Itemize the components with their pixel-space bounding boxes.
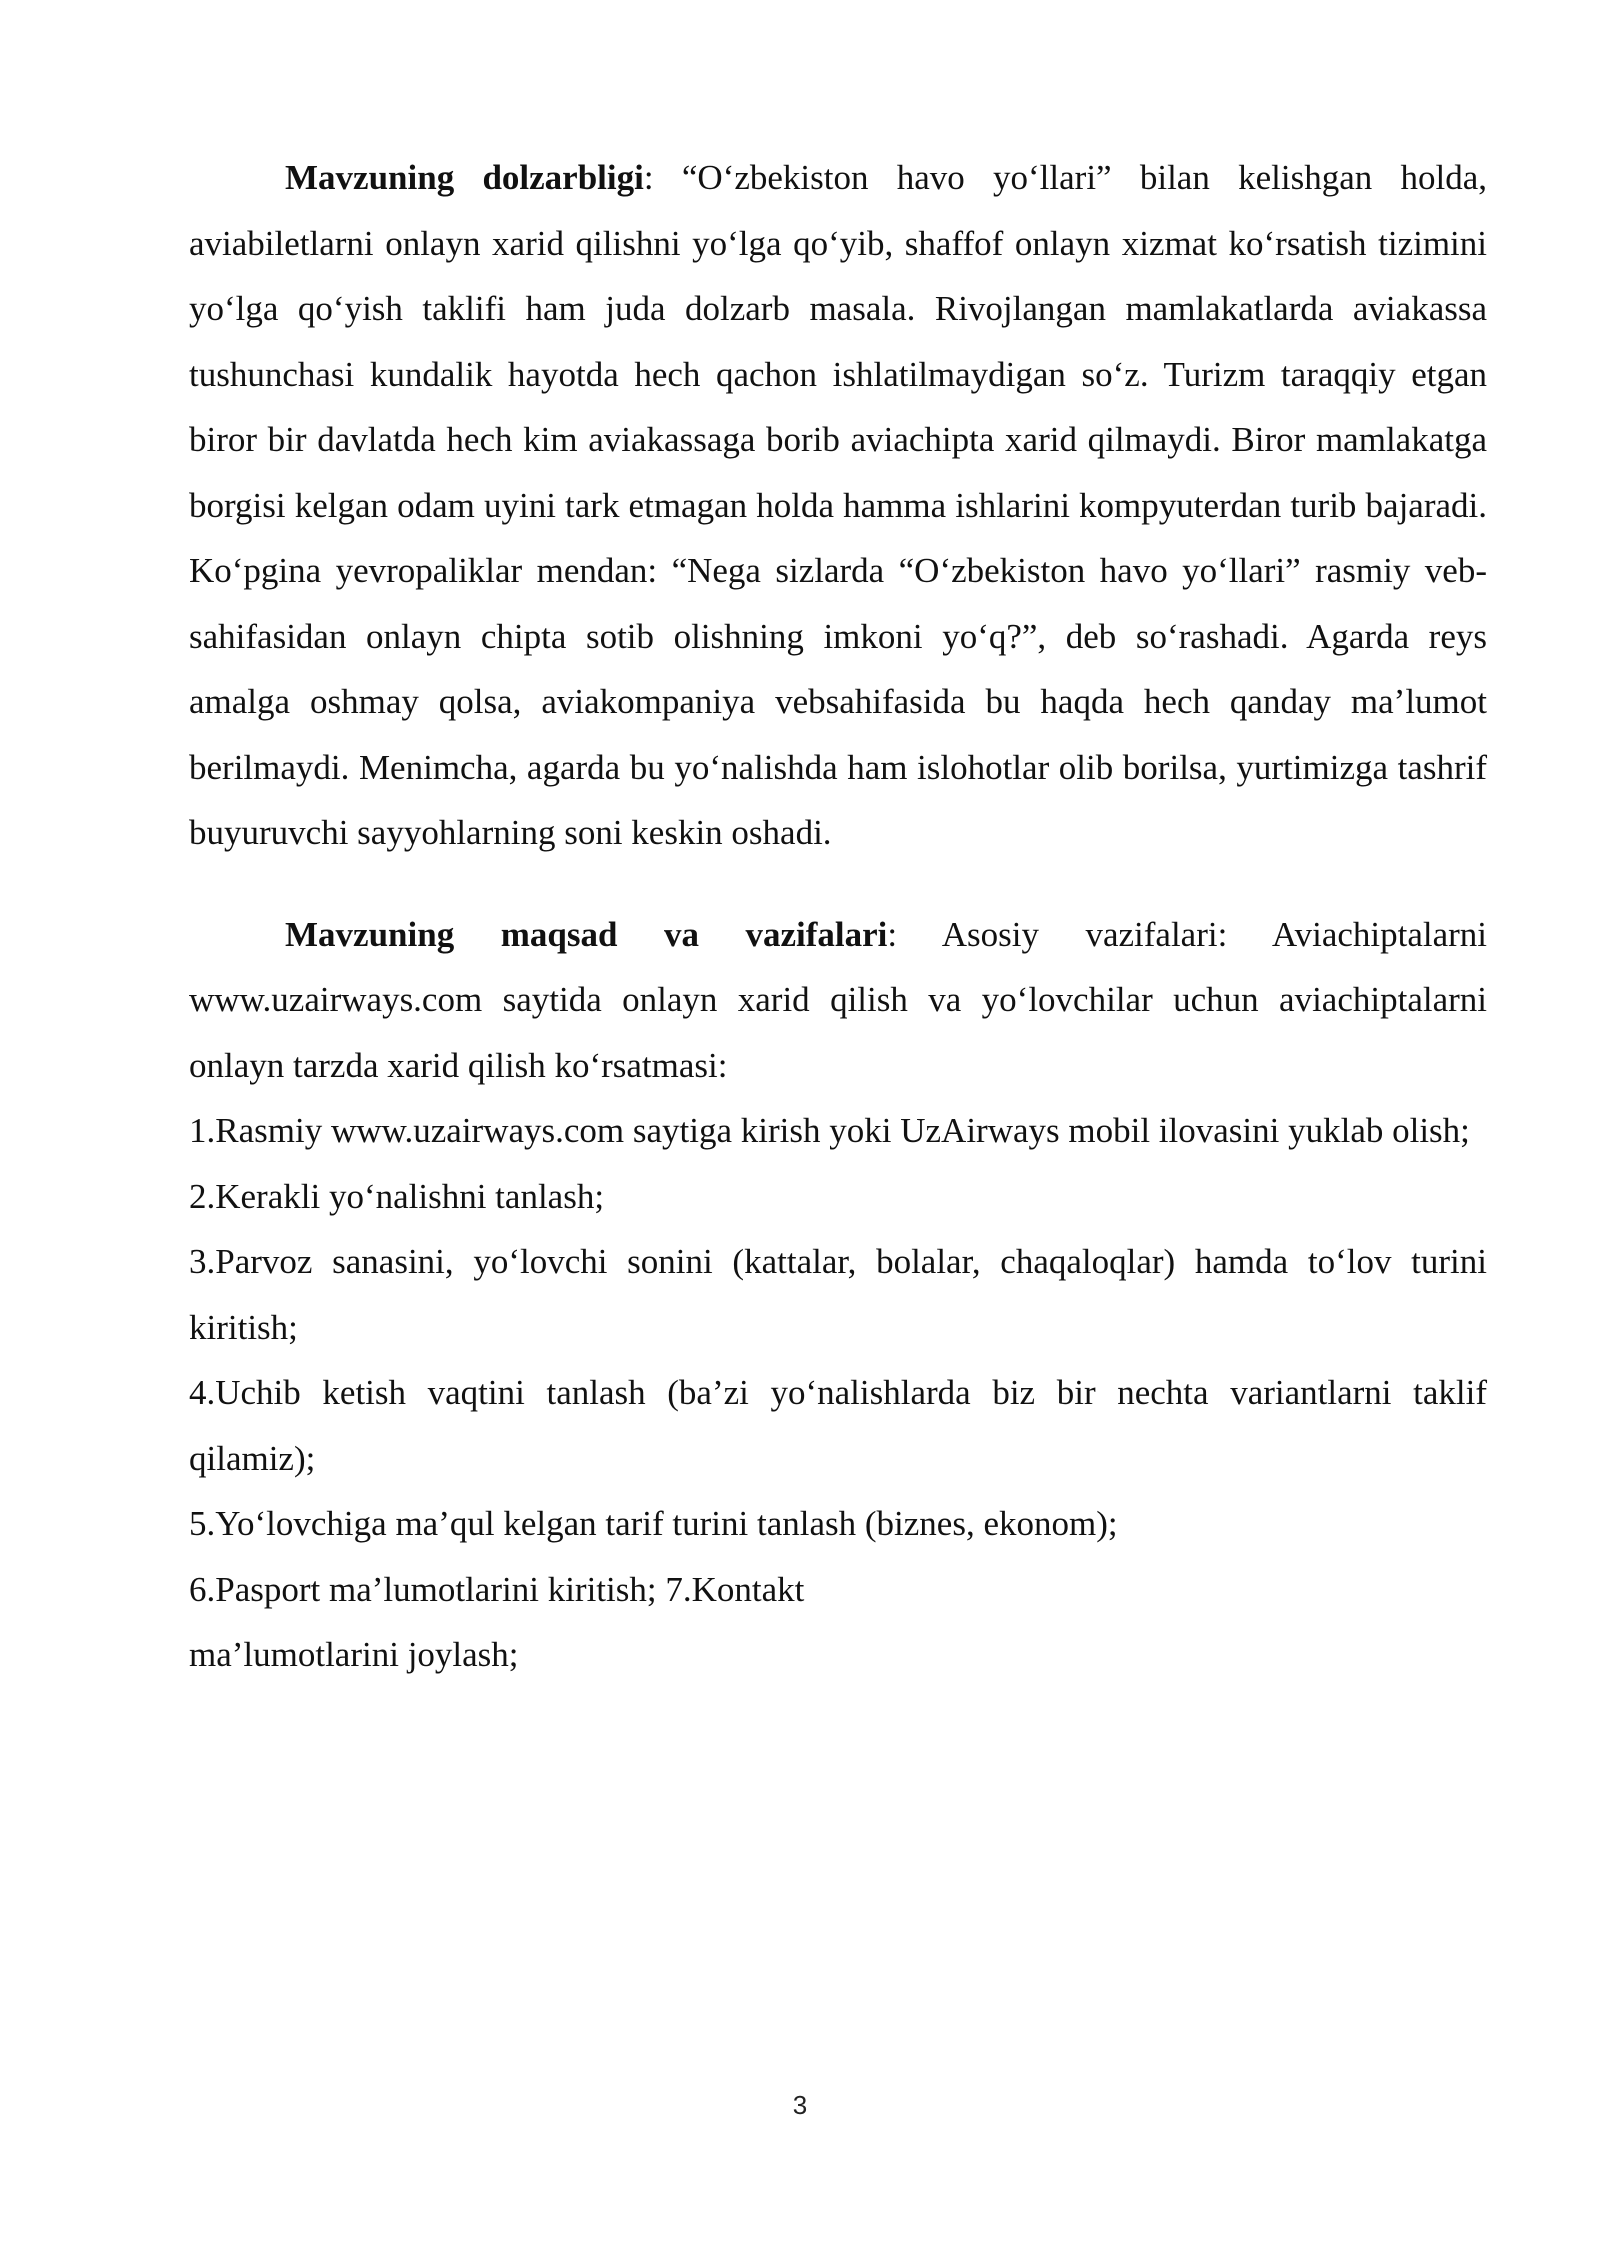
goals-text: Asosiy vazifalari: Aviachiptalarni www.uzairways.com saytida onlayn xarid qilish va yo‘lovchilar uchun aviachiptalarni onlayn tarzda xarid qilish ko‘rsatmasi: — [189, 914, 1488, 1085]
relevance-heading: Mavzuning dolzarbligi — [285, 158, 644, 197]
step-item-4: 4.Uchib ketish vaqtini tanlash (ba’zi yo‘nalishlarda biz bir nechta variantlarni taklif qilamiz); — [189, 1373, 1487, 1478]
step-item-6: 6.Pasport ma’lumotlarini kiritish; 7.Kontakt — [189, 1569, 805, 1609]
goals-separator: : — [887, 914, 942, 954]
relevance-paragraph — [189, 145, 1487, 866]
document-page — [189, 145, 1487, 1688]
step-item-5: 5.Yo‘lovchiga ma’qul kelgan tarif turini tanlash (biznes, ekonom); — [189, 1504, 1118, 1543]
step-item-3: 3.Parvoz sanasini, yo‘lovchi sonini (kattalar, bolalar, chaqaloqlar) hamda to‘lov turini kiritish; — [189, 1242, 1487, 1347]
page-number: 3 — [792, 2090, 808, 2120]
goals-heading: Mavzuning maqsad va vazifalari — [285, 914, 888, 954]
step-item-2: 2.Kerakli yo‘nalishni tanlash; — [189, 1176, 605, 1216]
step-item-7: ma’lumotlarini joylash; — [189, 1635, 519, 1674]
relevance-text: “O‘zbekiston havo yo‘llari” bilan kelishgan holda, aviabiletlarni onlayn xarid qilishni yo‘lga qo‘yib, shaffof onlayn xizmat ko‘rsatish tizimini yo‘lga qo‘yish taklifi ham juda dolzarb masala. Rivojlangan mamlakatlarda aviakassa tushunchasi kundalik hayotda hech qachon ishlatilmaydigan so‘z. Turizm taraqqiy etgan biror bir davlatda hech kim aviakassaga borib aviachipta xarid qilmaydi. Biror mamlakatga borgisi kelgan odam uyini tark etmagan holda hamma ishlarini kompyuterdan turib bajaradi. Ko‘pgina yevropaliklar mendan: “Nega sizlarda “O‘zbekiston havo yo‘llari” rasmiy veb-sahifasidan onlayn chipta sotib olishning imkoni yo‘q?”, deb so‘rashadi. Agarda reys amalga oshmay qolsa, aviakompaniya vebsahifasida bu haqda hech qanday ma’lumot berilmaydi. Menimcha, agarda bu yo‘nalishda ham islohotlar olib borilsa, yurtimizga tashrif buyuruvchi sayyohlarning soni keskin oshadi. — [189, 158, 1487, 852]
goals-paragraph — [189, 902, 1487, 1099]
relevance-separator: : — [643, 158, 682, 197]
step-item-1: 1.Rasmiy www.uzairways.com saytiga kirish yoki UzAirways mobil ilovasini yuklab olish; — [189, 1111, 1470, 1150]
